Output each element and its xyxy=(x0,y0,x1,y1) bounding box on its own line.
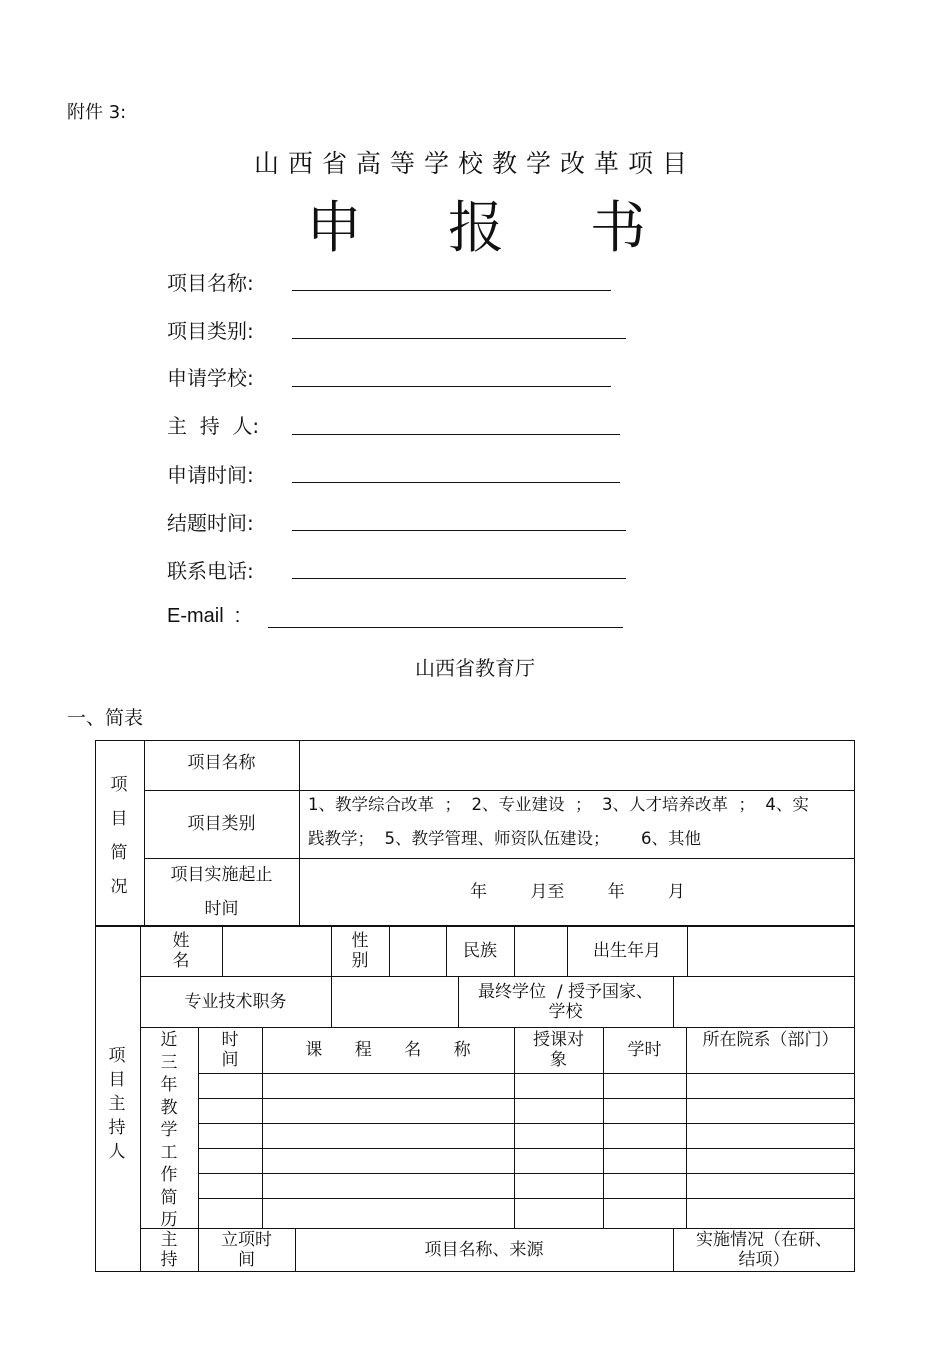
col-target-line1: 授课对 xyxy=(533,1030,584,1050)
category-options-line1: 1、教学综合改革 ； 2、专业建设 ； 3、人才培养改革 ； 4、实 xyxy=(308,795,809,814)
cell-birth-label: 出生年月 xyxy=(593,941,661,961)
col-status-line2: 结项） xyxy=(738,1250,790,1270)
col-time-line1: 时 xyxy=(221,1030,239,1050)
field-host[interactable] xyxy=(292,434,620,435)
form-subtitle: 山西省高等学校教学改革项目 xyxy=(253,149,696,178)
col-setup-line1: 立项时 xyxy=(221,1230,272,1250)
table-line xyxy=(198,1148,855,1149)
group-project-host: 项目主持人 xyxy=(108,1046,126,1162)
field-label-school: 申请学校: xyxy=(167,366,254,390)
attachment-label: 附件 3: xyxy=(67,102,127,123)
field-project-name[interactable] xyxy=(292,290,611,291)
field-email[interactable] xyxy=(268,627,623,628)
table-line xyxy=(687,926,688,976)
col-time-line2: 间 xyxy=(221,1050,239,1070)
table-line xyxy=(673,976,674,1027)
cell-project-name-label: 项目名称 xyxy=(187,753,256,773)
col-target-line2: 象 xyxy=(550,1050,567,1070)
field-label-end-date: 结题时间: xyxy=(167,511,254,535)
field-label-project-name: 项目名称: xyxy=(167,271,254,295)
section-title: 一、简表 xyxy=(67,707,144,729)
field-school[interactable] xyxy=(292,386,611,387)
field-label-email: E-mail : xyxy=(167,605,241,627)
cell-degree-label xyxy=(458,976,673,1027)
table-line xyxy=(389,926,390,976)
field-label-project-category: 项目类别: xyxy=(167,319,254,343)
col-setup-header xyxy=(198,1228,295,1272)
field-label-apply-date: 申请时间: xyxy=(167,463,254,487)
host-label-line1: 主 xyxy=(160,1230,178,1250)
name-label-line2: 名 xyxy=(172,951,190,971)
cell-period-value[interactable]: 年 月至 年 月 xyxy=(470,881,685,902)
gender-label-line2: 别 xyxy=(351,951,369,971)
table-line xyxy=(198,1098,855,1099)
title-char-2: 报 xyxy=(448,196,504,261)
col-project-header: 项目名称、来源 xyxy=(424,1240,544,1260)
title-char-3: 书 xyxy=(590,196,646,261)
col-status-line1: 实施情况（在研、 xyxy=(696,1230,832,1250)
field-label-phone: 联系电话: xyxy=(167,559,254,583)
col-time-header xyxy=(198,1027,262,1073)
title-char-1: 申 xyxy=(306,196,362,261)
col-setup-line2: 间 xyxy=(238,1250,255,1270)
table-line xyxy=(198,1123,855,1124)
table-line xyxy=(686,1027,687,1228)
degree-label-line1: 最终学位 / 授予国家、 xyxy=(478,981,653,1002)
cell-period-label xyxy=(144,858,299,925)
table-line xyxy=(514,926,515,976)
cell-title-label: 专业技术职务 xyxy=(184,991,287,1012)
period-label-line1: 项目实施起止 xyxy=(170,864,273,885)
form-title xyxy=(0,196,950,266)
host-label-line2: 持 xyxy=(160,1250,178,1270)
table-line xyxy=(222,926,223,976)
col-status-header xyxy=(673,1228,855,1272)
degree-label-line2: 学校 xyxy=(548,1001,583,1022)
field-label-host: 主 持 人: xyxy=(167,414,260,438)
col-course-header: 课 程 名 称 xyxy=(305,1040,471,1060)
cell-ethnicity-label: 民族 xyxy=(463,941,497,961)
gender-label-line1: 性 xyxy=(351,931,369,951)
cell-project-name-value[interactable] xyxy=(300,741,855,790)
table-line xyxy=(198,1173,855,1174)
cell-name-label xyxy=(140,926,222,976)
col-hours-header: 学时 xyxy=(627,1040,662,1060)
table-line xyxy=(198,1073,855,1074)
department-name: 山西省教育厅 xyxy=(415,656,535,680)
cell-host-label xyxy=(140,1228,198,1272)
field-end-date[interactable] xyxy=(292,530,626,531)
cell-project-category-label: 项目类别 xyxy=(187,814,256,834)
field-project-category[interactable] xyxy=(292,338,626,339)
field-apply-date[interactable] xyxy=(292,482,620,483)
group-project-overview: 项目简况 xyxy=(110,775,128,897)
cell-gender-label xyxy=(331,926,389,976)
col-target-header xyxy=(514,1027,603,1073)
field-phone[interactable] xyxy=(292,578,626,579)
period-label-line2: 时间 xyxy=(204,898,239,919)
teaching-history-label: 近三年教学工作简历 xyxy=(160,1030,178,1230)
category-options-line2: 践教学； 5、教学管理、师资队伍建设； 6、其他 xyxy=(308,829,701,848)
name-label-line1: 姓 xyxy=(172,931,190,951)
table-line xyxy=(198,1198,855,1199)
col-dept-header: 所在院系（部门） xyxy=(702,1030,839,1050)
